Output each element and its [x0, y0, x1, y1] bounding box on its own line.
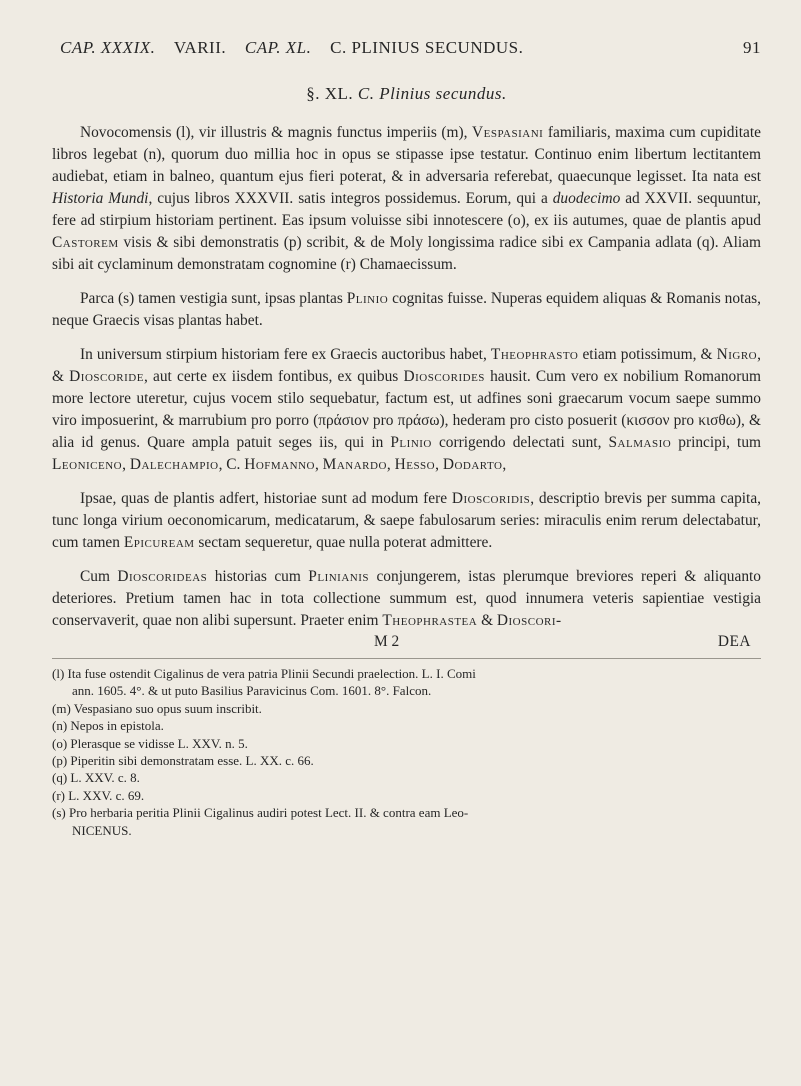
- paragraph: [52, 566, 761, 632]
- text-run: etiam potissimum, &: [578, 346, 717, 363]
- text-run: corrigendo delectati sunt,: [431, 434, 609, 451]
- name-run: Dioscori-: [496, 612, 562, 629]
- italic-run: duodecimo: [552, 190, 621, 207]
- footnotes: [52, 665, 761, 839]
- text-run: ad XXVII. sequuntur, fere ad stirpium historiam pertinent. Eas ipsum voluisse sibi innotescere (o), ex iis autumes, quae de plantis apud: [52, 190, 762, 229]
- footnote: (m) Vespasiano suo opus suum inscribit.: [52, 700, 262, 716]
- text-run: Novocomensis (l), vir illustris & magnis functus imperiis (m),: [80, 124, 472, 141]
- name-run: Dioscorideas: [117, 568, 208, 585]
- text-run: ,: [435, 456, 443, 473]
- text-run: In universum stirpium historiam fere ex Graecis auctoribus habet,: [80, 346, 491, 363]
- text-run: ,: [314, 456, 323, 473]
- name-run: Plinianis: [308, 568, 370, 585]
- chapter-label-c: CAP. XL.: [244, 38, 312, 57]
- text-run: visis & sibi demonstratis (p) scribit, & de Moly longissima radice sibi ex Campania adlata (q). Aliam sibi ait cyclaminum demonstratam cognomine (r) Chamaecissum.: [52, 234, 761, 273]
- text-run: conjungerem, istas plerumque breviores reperi & aliquanto deteriores. Pretium tamen hac in tota collectione summum est, quod innumera veteris sapientiae vestigia conservaverit, quae non alibi supersunt. Praeter enim: [52, 568, 761, 629]
- footnote: (l) Ita fuse ostendit Cigalinus de vera patria Plinii Secundi praelection. L. I. Comi: [52, 666, 476, 681]
- name-run: Dioscoridis: [451, 490, 531, 507]
- text-run: cognitas fuisse. Nuperas equidem aliquas & Romanis notas, neque Graecis visas plantas habet.: [52, 290, 761, 329]
- catchword: DEA: [717, 633, 751, 650]
- text-run: , &: [52, 346, 761, 385]
- footnote: (q) L. XXV. c. 8.: [52, 770, 140, 786]
- name-run: Nigro: [716, 346, 758, 363]
- section-number: §. XL.: [306, 84, 354, 103]
- text-run: , C.: [218, 456, 245, 473]
- text-run: , descriptio brevis per summa capita, tunc longa virium oeconomicarum, medicatarum, & saepe fabulosarum series: miraculis enim rerum delectabatur, cum tamen: [52, 490, 761, 551]
- name-run: Salmasio: [608, 434, 672, 451]
- footnote-divider: [52, 658, 761, 659]
- footnote: (n) Nepos in epistola.: [52, 718, 164, 734]
- section-title: C. Plinius secundus.: [357, 84, 507, 103]
- name-run: Hesso: [394, 456, 436, 473]
- text-run: , aut certe ex iisdem fontibus, ex quibus: [143, 368, 404, 385]
- text-run: Ipsae, quas de plantis adfert, historiae sunt ad modum fere: [80, 490, 452, 507]
- footnote-continuation: ann. 1605. 4°. & ut puto Basilius Paravicinus Com. 1601. 8°. Falcon.: [72, 683, 432, 699]
- text-run: ,: [502, 456, 507, 473]
- name-run: Vespasiani: [472, 124, 544, 141]
- name-run: Plinio: [346, 290, 389, 307]
- paragraph: [52, 122, 761, 276]
- text-run: familiaris, maxima cum cupiditate libros legebat (n), quorum duo millia hoc in opus se stipasse ipse testatur. Continuo enim libertum lectitantem audiebat, etiam in balneo, quantum ejus fieri poterat, & in adversaria referebat, quaecunque legisset. Ita nata est: [52, 124, 761, 185]
- chapter-label-b: VARII.: [173, 38, 227, 57]
- text-run: ,: [122, 456, 130, 473]
- footnote-continuation: NICENUS.: [72, 822, 132, 838]
- name-run: Theophrasto: [490, 346, 579, 363]
- footnote: (o) Plerasque se vidisse L. XXV. n. 5.: [52, 735, 248, 751]
- name-run: Dodarto: [442, 456, 503, 473]
- text-run: principi, tum: [671, 434, 761, 451]
- name-run: Dioscorides: [403, 368, 485, 385]
- name-run: Dioscoride: [69, 368, 144, 385]
- footnote: (s) Pro herbaria peritia Plinii Cigalinus audiri potest Lect. II. & contra eam Leo-: [52, 805, 469, 821]
- name-run: Manardo: [322, 456, 387, 473]
- text-run: hausit. Cum vero ex nobilium Romanorum more lectore uteretur, cujus vocem stilo sequebatur, factum est, ut adfines soni graecarum vocum saepe summo viro imposuerint, & marrubium pro porro (πράσιον pro πράσω), hederam pro cisto posuerit (κισσον pro κισθω), & alia id genus. Quare ampla patuit seges iis, qui in: [52, 368, 762, 451]
- text-run: &: [477, 612, 497, 629]
- footnote: (r) L. XXV. c. 69.: [52, 787, 145, 803]
- name-run: Plinio: [390, 434, 432, 451]
- text-run: historias cum: [207, 568, 309, 585]
- text-run: sectam sequeretur, quae nulla poterat admittere.: [194, 534, 493, 551]
- title-run: Historia Mundi: [52, 190, 149, 207]
- page-number: 91: [743, 38, 761, 57]
- section-heading: [52, 84, 761, 104]
- name-run: Epicuream: [123, 534, 195, 551]
- catchline: [52, 632, 761, 656]
- text-run: , cujus libros XXXVII. satis integros possidemus. Eorum, qui a: [148, 190, 553, 207]
- paragraph: [52, 344, 761, 476]
- paragraph: [52, 488, 761, 554]
- text-run: Parca (s) tamen vestigia sunt, ipsas plantas: [80, 290, 347, 307]
- name-run: Hofmanno: [244, 456, 315, 473]
- name-run: Theophrastea: [382, 612, 478, 629]
- chapter-label-a: CAP. XXXIX.: [60, 38, 156, 57]
- name-run: Dalechampio: [129, 456, 219, 473]
- paragraph: [52, 288, 761, 332]
- running-head-chapters: [52, 38, 743, 58]
- signature-mark: M 2: [374, 633, 400, 650]
- author-label: C. PLINIUS SECUNDUS.: [330, 38, 524, 57]
- text-run: Cum: [80, 568, 118, 585]
- footnote: (p) Piperitin sibi demonstratam esse. L. XX. c. 66.: [52, 753, 314, 769]
- running-head: [52, 38, 761, 72]
- name-run: Castorem: [52, 234, 119, 251]
- text-run: ,: [386, 456, 395, 473]
- name-run: Leoniceno: [52, 456, 123, 473]
